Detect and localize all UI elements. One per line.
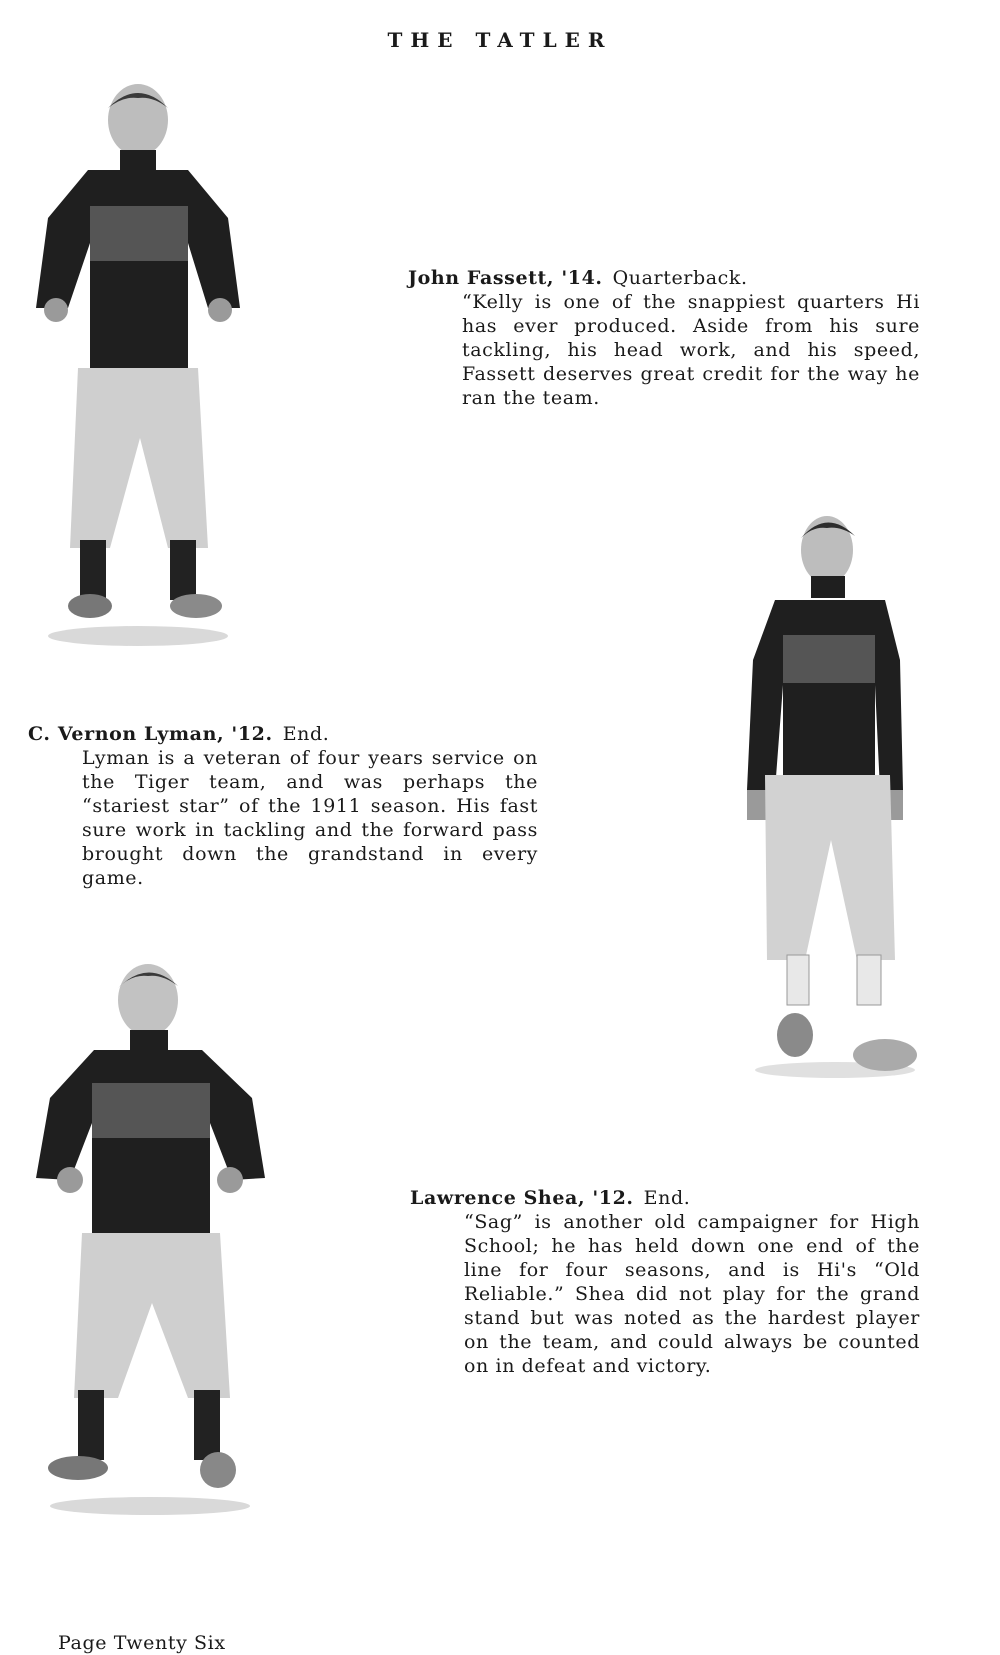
page-number-label: Page Twenty Six	[58, 1632, 226, 1654]
player-photo-fassett	[28, 78, 248, 648]
player-position: Quarterback.	[612, 267, 748, 289]
player-name: Lawrence Shea, '12.	[410, 1187, 634, 1209]
page-header-title: THE TATLER	[387, 28, 613, 52]
player-bio-shea	[410, 1186, 920, 1378]
player-photo-lyman	[735, 510, 925, 1080]
player-bio-lyman	[28, 722, 538, 890]
player-photo-shea	[30, 958, 270, 1518]
player-position: End.	[282, 723, 330, 745]
player-bio-text: “Sag” is another old campaigner for High School; he has held down one end of the line for four seasons, and is Hi's “Old Reliable.” Shea did not play for the grand stand but was noted as the hardest player on the team, and could always be counted on in defeat and victory.	[464, 1211, 920, 1377]
player-bio-text: Lyman is a veteran of four years service on the Tiger team, and was perhaps the “stariest star” of the 1911 season. His fast sure work in tackling and the forward pass brought down the grandstand in every game.	[82, 747, 538, 889]
player-name: John Fassett, '14.	[408, 267, 603, 289]
player-position: End.	[643, 1187, 691, 1209]
player-bio-text: “Kelly is one of the snappiest quarters Hi has ever produced. Aside from his sure tackling, his head work, and his speed, Fassett deserves great credit for the way he ran the team.	[462, 291, 920, 409]
player-name: C. Vernon Lyman, '12.	[28, 723, 273, 745]
player-bio-fassett	[408, 266, 920, 410]
